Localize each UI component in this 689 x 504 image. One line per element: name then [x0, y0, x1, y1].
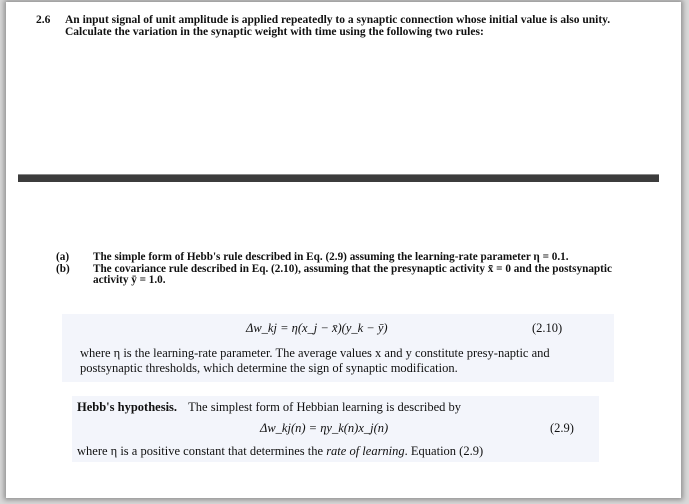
hebb-text-italic: rate of learning — [326, 444, 405, 458]
problem-statement — [36, 14, 636, 38]
divider-bar — [18, 174, 659, 182]
problem-parts — [56, 252, 636, 287]
part-b-text: The covariance rule described in Eq. (2.10), assuming that the presynaptic activity x̄ = 0 and the postsynaptic activity ȳ = 1.0. — [93, 262, 612, 286]
part-b-tag: (b) — [56, 262, 70, 275]
part-a-tag: (a) — [56, 251, 70, 263]
covariance-equation: Δw_kj = η(x_j − x̄)(y_k − ȳ) — [246, 321, 388, 335]
covariance-rule-excerpt — [62, 314, 614, 382]
hebb-intro: The simplest form of Hebbian learning is described by — [188, 400, 462, 414]
problem-number: 2.6 — [36, 14, 51, 26]
covariance-eq-number: (2.10) — [532, 321, 563, 335]
hebb-hypothesis-excerpt — [72, 396, 599, 462]
hebb-explanation — [77, 444, 599, 459]
problem-text: An input signal of unit amplitude is applied repeatedly to a synaptic connection whose initial value is also unity. Calculate the variation in the synaptic weight with time using the following two rules: — [65, 14, 611, 38]
part-b — [56, 264, 636, 287]
hebb-text-after: . Equation (2.9) — [404, 444, 484, 458]
hebb-text-before: where η is a positive constant that determines the — [77, 444, 327, 458]
part-a-text: The simple form of Hebb's rule described in Eq. (2.9) assuming the learning-rate parameter η = 0.1. — [93, 251, 569, 263]
covariance-explanation: where η is the learning-rate parameter. The average values x and y constitute presy-naptic and postsynaptic thresholds, which determine the sign of synaptic modification. — [80, 346, 550, 375]
document-page — [6, 2, 681, 498]
hebb-equation: Δw_kj(n) = ηy_k(n)x_j(n) — [260, 421, 389, 435]
hebb-title: Hebb's hypothesis. — [77, 400, 178, 414]
hebb-eq-number: (2.9) — [550, 421, 574, 435]
